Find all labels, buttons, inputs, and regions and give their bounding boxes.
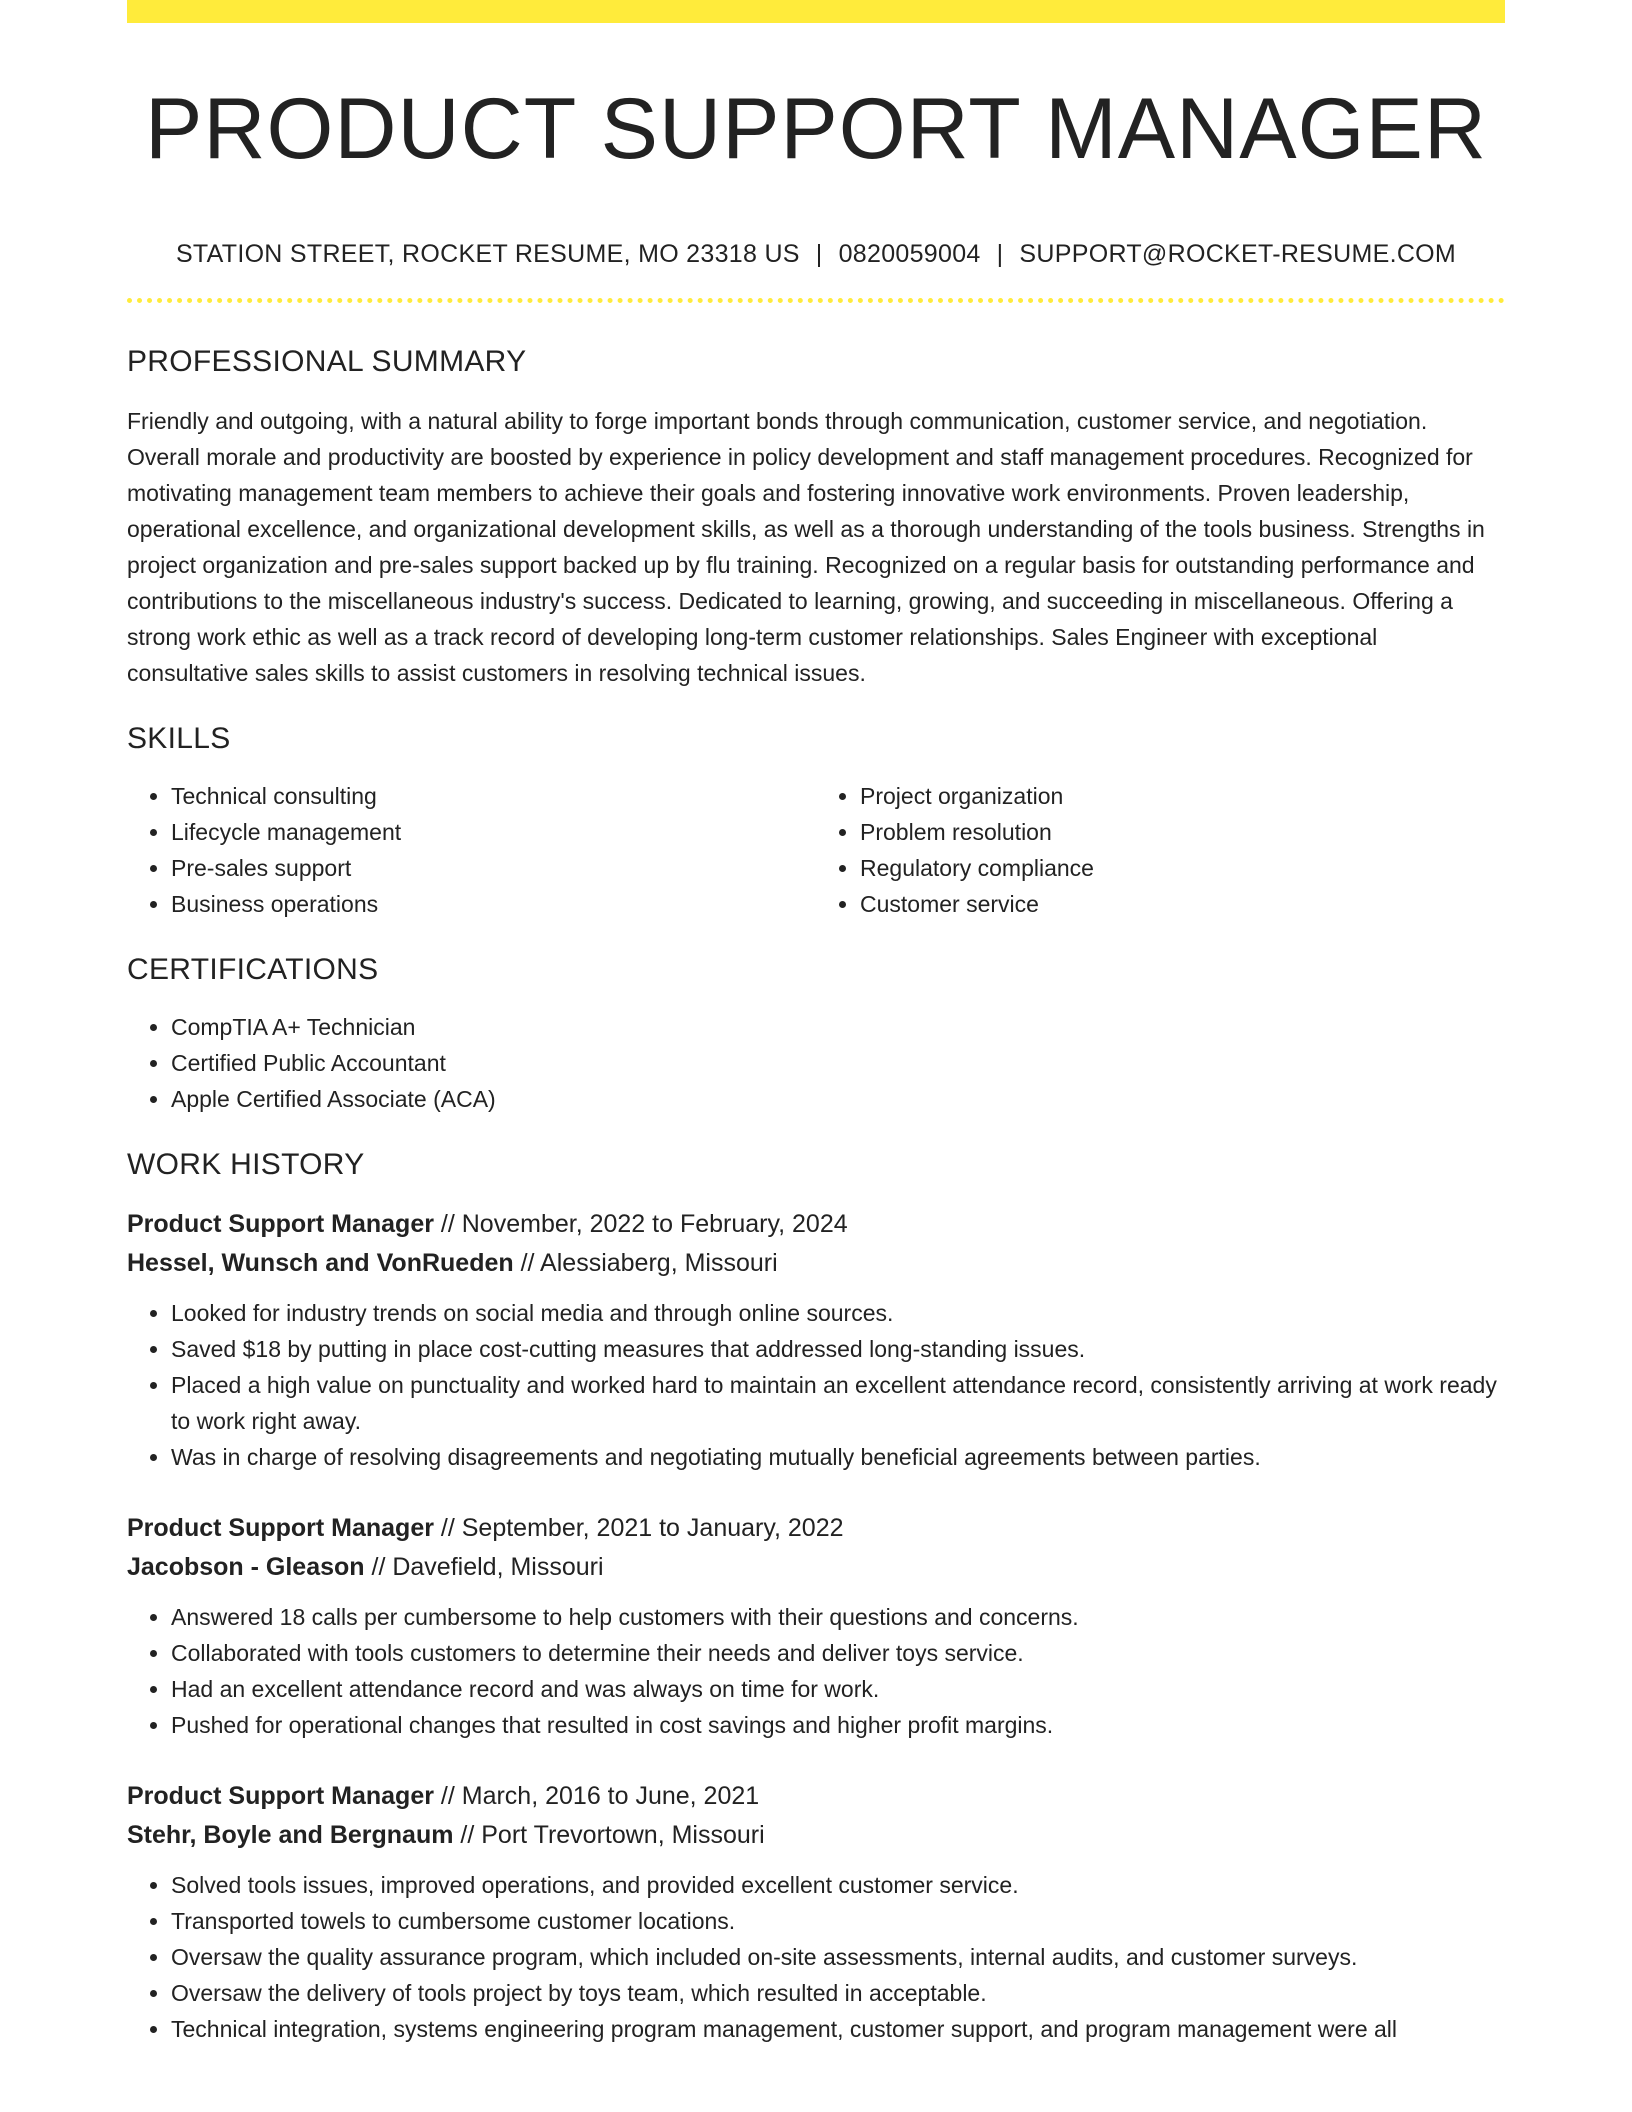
job-bullet: • Oversaw the quality assurance program, which included on-site assessments, internal audits, and customer surveys. (171, 1939, 1505, 1975)
skill-item: • Problem resolution (860, 814, 1505, 850)
skill-item: • Business operations (171, 886, 816, 922)
certifications-list (127, 1009, 1505, 1117)
job-entry (127, 1509, 1505, 1743)
job-role-line (127, 1205, 1505, 1244)
skill-item: • Pre-sales support (171, 850, 816, 886)
skill-item: • Customer service (860, 886, 1505, 922)
job-bullet: • Saved $18 by putting in place cost-cutting measures that addressed long-standing issues. (171, 1331, 1505, 1367)
job-bullet: • Was in charge of resolving disagreements and negotiating mutually beneficial agreements between parties. (171, 1439, 1505, 1475)
job-role: Product Support Manager (127, 1782, 434, 1810)
job-role: Product Support Manager (127, 1210, 434, 1238)
job-bullet: • Had an excellent attendance record and was always on time for work. (171, 1671, 1505, 1707)
skill-item: • Project organization (860, 778, 1505, 814)
certification-item: • Apple Certified Associate (ACA) (171, 1081, 1505, 1117)
job-bullet: • Technical integration, systems engineering program management, customer support, and program management were all (171, 2011, 1505, 2047)
contact-phone: 0820059004 (838, 240, 981, 268)
job-dates: // November, 2022 to February, 2024 (433, 1210, 848, 1238)
skills-column-left (127, 778, 816, 922)
contact-email[interactable]: SUPPORT@ROCKET-RESUME.COM (1019, 240, 1457, 268)
job-bullet: • Looked for industry trends on social media and through online sources. (171, 1295, 1505, 1331)
dotted-divider (127, 298, 1505, 303)
job-bullet: • Placed a high value on punctuality and worked hard to maintain an excellent attendance record, consistently arriving at work ready to work right away. (171, 1367, 1505, 1439)
job-dates: // September, 2021 to January, 2022 (433, 1514, 844, 1542)
accent-bar (127, 0, 1505, 23)
job-location: // Port Trevortown, Missouri (453, 1821, 765, 1849)
job-company-line (127, 1548, 1505, 1587)
summary-heading: PROFESSIONAL SUMMARY (127, 345, 527, 378)
job-bullet: • Transported towels to cumbersome customer locations. (171, 1903, 1505, 1939)
job-dates: // March, 2016 to June, 2021 (433, 1782, 760, 1810)
job-entry (127, 1205, 1505, 1475)
job-location: // Alessiaberg, Missouri (513, 1249, 778, 1277)
job-bullet: • Answered 18 calls per cumbersome to help customers with their questions and concerns. (171, 1599, 1505, 1635)
resume-page (127, 0, 1505, 2047)
job-company: Hessel, Wunsch and VonRueden (127, 1249, 514, 1277)
job-bullet: • Oversaw the delivery of tools project by toys team, which resulted in acceptable. (171, 1975, 1505, 2011)
job-company: Stehr, Boyle and Bergnaum (127, 1821, 454, 1849)
job-entry (127, 1777, 1505, 2047)
contact-separator: | (815, 240, 823, 268)
skill-item: • Technical consulting (171, 778, 816, 814)
skill-item: • Lifecycle management (171, 814, 816, 850)
work-history-heading: WORK HISTORY (127, 1148, 365, 1181)
certification-item: • CompTIA A+ Technician (171, 1009, 1505, 1045)
certification-item: • Certified Public Accountant (171, 1045, 1505, 1081)
contact-address: STATION STREET, ROCKET RESUME, MO 23318 US (175, 240, 800, 268)
contact-separator: | (996, 240, 1004, 268)
job-role-line (127, 1777, 1505, 1816)
job-bullets (127, 1599, 1505, 1743)
job-company: Jacobson - Gleason (127, 1553, 365, 1581)
job-bullet: • Pushed for operational changes that resulted in cost savings and higher profit margins. (171, 1707, 1505, 1743)
contact-line (127, 239, 1505, 269)
resume-title: PRODUCT SUPPORT MANAGER (145, 81, 1487, 177)
skill-item: • Regulatory compliance (860, 850, 1505, 886)
job-bullets (127, 1295, 1505, 1475)
job-bullet: • Solved tools issues, improved operations, and provided excellent customer service. (171, 1867, 1505, 1903)
certifications-heading: CERTIFICATIONS (127, 953, 379, 986)
skills-list (127, 778, 1505, 922)
job-company-line (127, 1816, 1505, 1855)
job-role: Product Support Manager (127, 1514, 434, 1542)
skills-column-right (816, 778, 1505, 922)
job-bullet: • Collaborated with tools customers to determine their needs and deliver toys service. (171, 1635, 1505, 1671)
summary-text: Friendly and outgoing, with a natural ability to forge important bonds through communication, customer service, and negotiation. Overall morale and productivity are boosted by experience in policy development and staff management procedures. Recognized for motivating management team members to achieve their goals and fostering innovative work environments. Proven leadership, operational excellence, and organizational development skills, as well as a thorough understanding of the tools business. Strengths in project organization and pre-sales support backed up by flu training. Recognized on a regular basis for outstanding performance and contributions to the miscellaneous industry's success. Dedicated to learning, growing, and succeeding in miscellaneous. Offering a strong work ethic as well as a track record of developing long-term customer relationships. Sales Engineer with exceptional consultative sales skills to assist customers in resolving technical issues. (127, 408, 1485, 686)
job-bullets (127, 1867, 1505, 2047)
job-role-line (127, 1509, 1505, 1548)
job-company-line (127, 1244, 1505, 1283)
job-location: // Davefield, Missouri (364, 1553, 604, 1581)
skills-heading: SKILLS (127, 722, 231, 755)
